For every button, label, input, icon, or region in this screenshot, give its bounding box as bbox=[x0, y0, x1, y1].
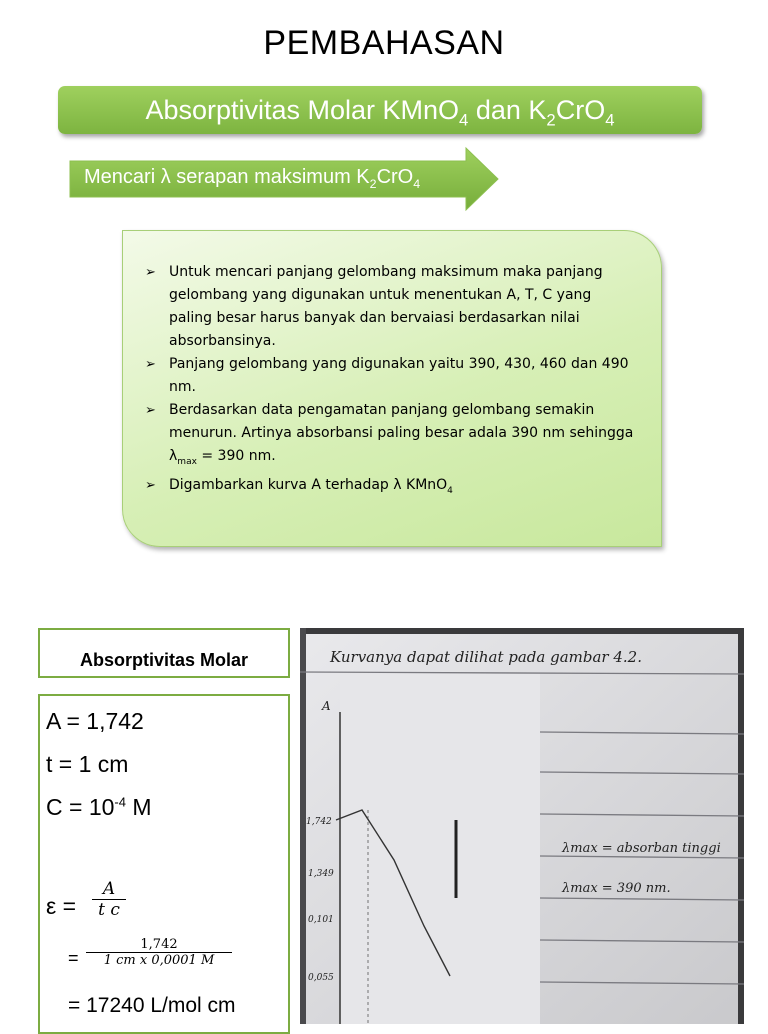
calculation-box bbox=[38, 694, 290, 1034]
bullet-list bbox=[145, 261, 635, 503]
lambda-max-note: λmax = absorban tinggi bbox=[562, 841, 721, 856]
graph-paper bbox=[340, 674, 540, 1024]
thickness-line: t = 1 cm bbox=[46, 751, 129, 777]
absorbance-line: A = 1,742 bbox=[46, 708, 144, 734]
arrow-bullet-icon: ➢ bbox=[145, 357, 156, 372]
substitution-fraction: $\frac{1,742}{\text{1 cm x 0,0001 M}}$ bbox=[86, 937, 232, 968]
epsilon-fraction: $\frac{A}{\text{t c}}$ bbox=[92, 879, 126, 920]
photo-header-text: Kurvanya dapat dilihat pada gambar 4.2. bbox=[330, 648, 642, 666]
equals-sign: = bbox=[68, 948, 79, 968]
result-line: = 17240 L/mol cm bbox=[68, 994, 236, 1017]
lambda-max-value: λmax = 390 nm. bbox=[562, 881, 671, 896]
list-item: ➢ Untuk mencari panjang gelombang maksimum maka panjang gelombang yang digunakan untuk menentukan A, T, C yang paling besar harus banyak dan bervaiasi berdasarkan nilai absorbansinya. bbox=[145, 261, 635, 353]
tick-label: 1,742 bbox=[306, 817, 332, 827]
page-title: PEMBAHASAN bbox=[263, 24, 505, 62]
epsilon-label: ε = bbox=[46, 893, 77, 919]
list-item: ➢ Berdasarkan data pengamatan panjang gelombang semakin menurun. Artinya absorbansi paling besar adala 390 nm sehingga $\lambda_{max} = 390$ nm. bbox=[145, 399, 635, 474]
arrow-label: Mencari λ serapan maksimum $K_2CrO_4$ bbox=[84, 166, 421, 191]
section-banner: Absorptivitas Molar KMnO$_4$ dan $K_2CrO_4$ bbox=[58, 86, 702, 134]
notebook-page bbox=[300, 628, 744, 1024]
arrow-bullet-icon: ➢ bbox=[145, 477, 156, 493]
explanation-box bbox=[122, 230, 662, 547]
list-item: ➢ Digambarkan kurva A terhadap λ KMnO$_4$ bbox=[145, 474, 635, 503]
arrow-bullet-icon: ➢ bbox=[145, 265, 156, 280]
concentration-line: $C = 10^{-4}$ M bbox=[46, 794, 152, 820]
handwritten-graph-photo bbox=[300, 628, 744, 1024]
list-item: ➢ Panjang gelombang yang digunakan yaitu 390, 430, 460 dan 490 nm. bbox=[145, 353, 635, 399]
calc-box-title: Absorptivitas Molar bbox=[38, 628, 290, 678]
axis-a-label: A bbox=[322, 699, 331, 713]
arrow-bullet-icon: ➢ bbox=[145, 403, 156, 418]
tick-label: 1,349 bbox=[308, 869, 334, 879]
tick-label: 0,055 bbox=[308, 973, 334, 983]
tick-label: 0,101 bbox=[308, 915, 334, 925]
